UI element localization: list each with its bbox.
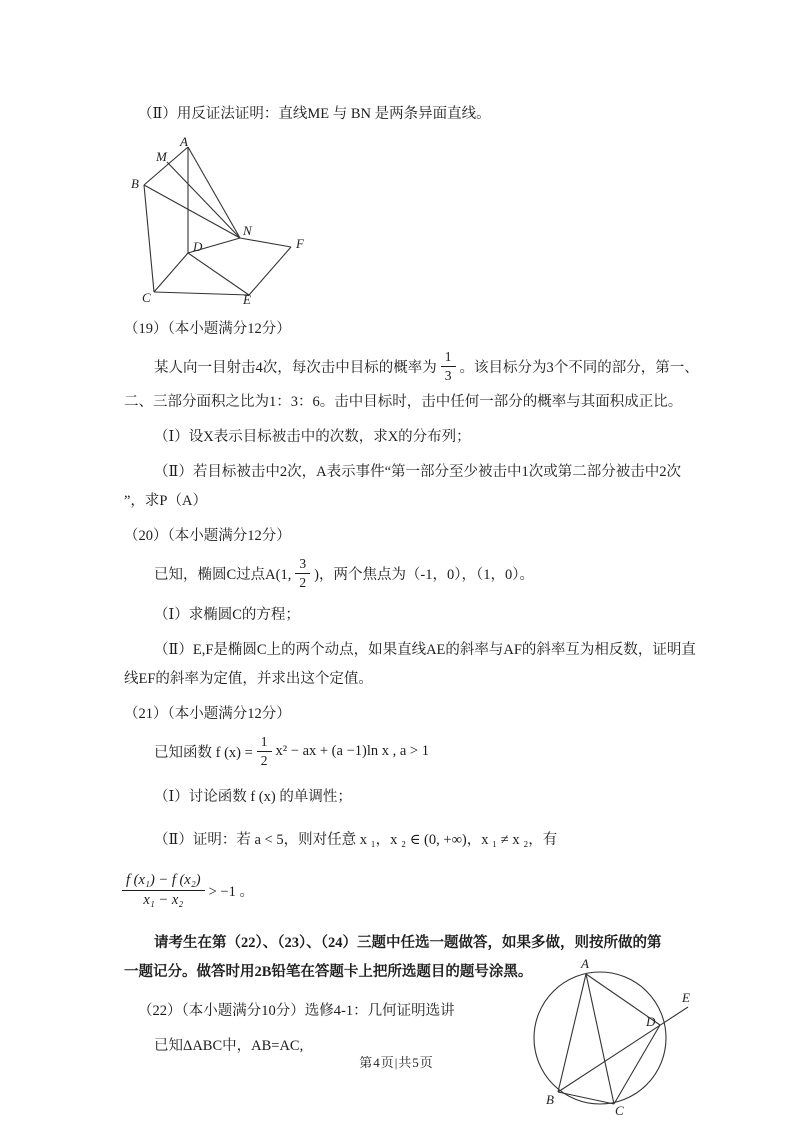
fig1-label-E: E [243, 292, 251, 305]
question-21 [124, 700, 680, 915]
q20-part1: （Ⅰ）求椭圆C的方程； [154, 607, 300, 623]
fig2-label-A: A [581, 956, 589, 971]
q21-inequality-rhs: > −1 。 [208, 883, 254, 900]
prism-figure-svg [130, 135, 315, 305]
fig1-label-A: A [180, 135, 188, 149]
q19-paragraph-line2: 二、三部分面积之比为1：3：6。击中目标时，击中任何一部分的概率与其面积成正比。 [124, 394, 683, 410]
question18-part2-text: （Ⅱ）用反证法证明：直线ME 与 BN 是两条异面直线。 [138, 106, 491, 122]
question-19 [124, 315, 699, 516]
q21-function-line [124, 729, 680, 773]
fig1-label-D: D [193, 239, 203, 254]
difference-quotient-fraction: $\frac{\text{f (x₁) − f (x₂)}}{\text{x₁ − x₂}}$ [122, 872, 205, 908]
question-20 [124, 522, 696, 694]
q22-header: （22）（本小题满分10分）选修4-1：几何证明选讲 [138, 1003, 455, 1019]
q20-part2-line1: （Ⅱ）E,F是椭圆C上的两个动点，如果直线AE的斜率与AF的斜率互为相反数，证明直 [154, 642, 696, 658]
fraction-one-half: $\frac{1}{2}$ [257, 734, 272, 768]
fig1-label-C: C [142, 290, 151, 305]
q20-text-b: )，两个焦点为（-1，0），（1，0）。 [314, 566, 535, 583]
q19-part2-line2: ”，求P（A） [124, 493, 207, 509]
fraction-one-third: $\frac{1}{3}$ [441, 349, 456, 383]
q19-paragraph-line1 [124, 344, 699, 388]
fig1-label-F: F [296, 236, 304, 251]
q20-paragraph-line1 [124, 551, 680, 595]
notice-line2: 一题记分。做答时用2B铅笔在答题卡上把所选题目的题号涂黑。 [124, 964, 533, 980]
fig2-label-E: E [682, 990, 690, 1005]
circle-figure-svg [518, 956, 698, 1116]
fig1-label-N: N [243, 223, 252, 238]
q21-func-prefix: 已知函数 f (x) = [154, 744, 253, 761]
q19-header: （19）（本小题满分12分） [124, 321, 291, 337]
fig2-label-B: B [546, 1092, 554, 1107]
fraction-three-halves: $\frac{3}{2}$ [295, 556, 310, 590]
fig2-label-C: C [615, 1103, 624, 1116]
q20-header: （20）（本小题满分12分） [124, 528, 291, 544]
q21-part1: （Ⅰ）讨论函数 f (x) 的单调性； [154, 789, 352, 805]
page-content [124, 100, 699, 1061]
q20-text-a: 已知，椭圆C过点A(1, [154, 566, 292, 583]
fig1-label-M: M [156, 149, 167, 164]
q19-text-a: 某人向一目射击4次，每次击中目标的概率为 [154, 359, 437, 376]
geometry-figure-2 [518, 956, 698, 1116]
fig2-label-D: D [646, 1014, 656, 1029]
q22-paragraph: 已知ΔABC中，AB=AC, [154, 1038, 304, 1054]
q21-func-suffix: x² − ax + (a −1)ln x , a > 1 [275, 742, 429, 759]
q21-inequality [118, 865, 680, 915]
geometry-figure-1 [130, 135, 680, 305]
q19-part1: （Ⅰ）设X表示目标被击中的次数，求X的分布列； [154, 429, 471, 445]
q21-part2: （Ⅱ）证明：若 a < 5，则对任意 x ₁，x ₂ ∈ (0, +∞)，x ₁ ≠ x ₂，有 [154, 832, 558, 848]
fig1-label-B: B [131, 176, 139, 191]
q19-text-b: 。该目标分为3个不同的部分，第一、 [459, 359, 699, 376]
q19-part2-line1: （Ⅱ）若目标被击中2次，A表示事件“第一部分至少被击中1次或第二部分被击中2次 [154, 464, 682, 480]
q20-part2-line2: 线EF的斜率为定值，并求出这个定值。 [124, 671, 373, 687]
notice-line1: 请考生在第（22）、（23）、（24）三题中任选一题做答，如果多做，则按所做的第 [154, 935, 662, 951]
q21-header: （21）（本小题满分12分） [124, 706, 291, 722]
page-footer: 第4页|共5页 [359, 1055, 434, 1070]
